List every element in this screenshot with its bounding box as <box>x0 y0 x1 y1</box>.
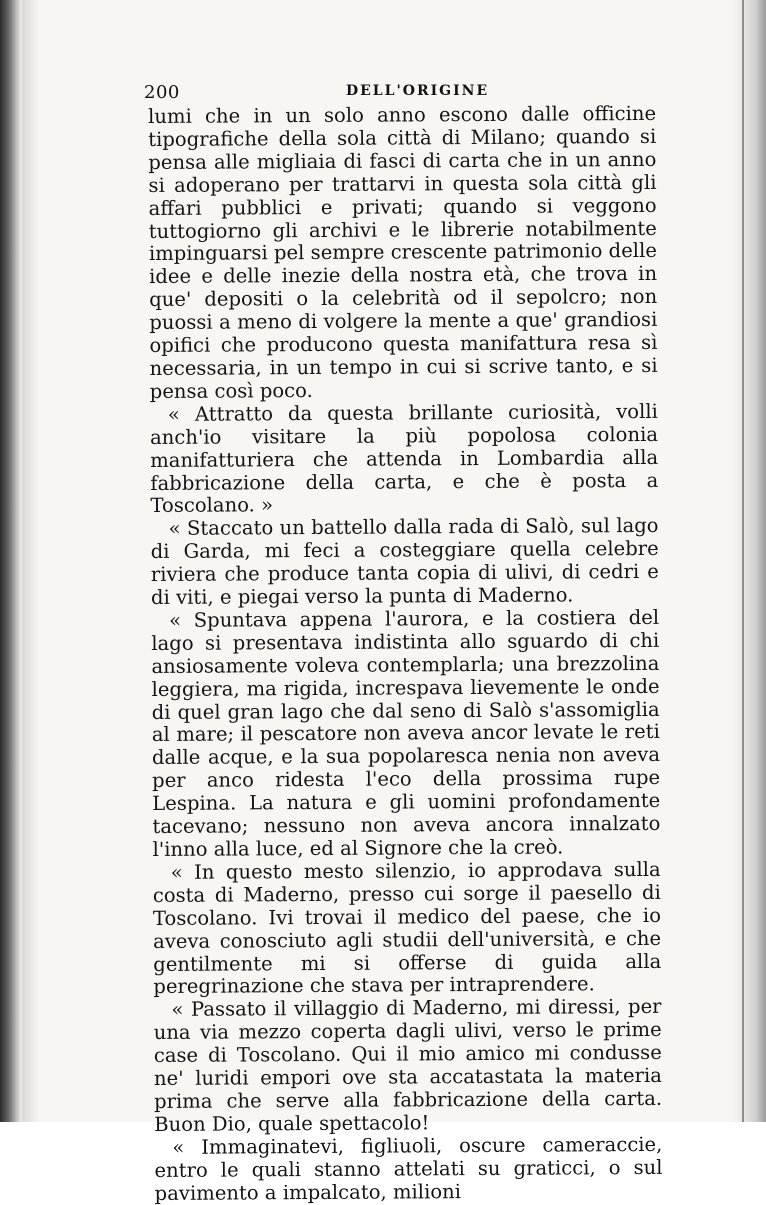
body-text <box>148 103 663 1205</box>
paragraph: « Staccato un battello dalla rada di Salò, sul lago di Garda, mi feci a costeggiare quella celebre riviera che produce tanta copia di ulivi, di cedri e di viti, e piegai verso la punta di Maderno. <box>150 514 659 610</box>
page-edge-line <box>742 0 744 1122</box>
paragraph: « Immaginatevi, figliuoli, oscure cameraccie, entro le quali stanno attelati su graticci, o sul pavimento a impalcato, milioni <box>154 1132 663 1205</box>
page-right-edge <box>732 0 766 1122</box>
paragraph-continuation: lumi che in un solo anno escono dalle officine tipografiche della sola città di Milano; quando si pensa alle migliaia di fasci di carta che in un anno si adoperano per trattarvi in questa sola città gli affari pubblici e privati; quando si veggono tuttogiorno gli archivi e le librerie notabilmente impinguarsi pel sempre crescente patrimonio delle idee e delle inezie della nostra età, che trova in que' depositi o la celebrità od il sepolcro; non puossi a meno di volgere la mente a que' grandiosi opifici che producono questa manifattura resa sì necessaria, in un tempo in cui si scrive tanto, e si pensa così poco. <box>147 101 658 403</box>
paragraph: « Spuntava appena l'aurora, e la costiera del lago si presentava indistinta allo sguardo di chi ansiosamente voleva contemplarla; una brezzolina leggiera, ma rigida, increspava lievemente le onde di quel gran lago che dal seno di Salò s'assomiglia al mare; il pescatore non aveva ancor levate le reti dalle acque, e la sua popolaresca nenia non aveva per anco ridesta l'eco della prossima rupe Lespina. La natura e gli uomini profondamente tacevano; nessuno non aveva ancora innalzato l'inno alla luce, ed al Signore che la creò. <box>151 605 661 861</box>
paragraph: « Attratto da questa brillante curiosità, volli anch'io visitare la più popolosa colonia manifatturiera che attenda in Lombardia alla fabbricazione della carta, e che è posta a Toscolano. » <box>149 399 659 518</box>
book-binding-edge <box>0 0 22 1122</box>
running-head: DELL'ORIGINE <box>346 83 490 99</box>
page-number: 200 <box>144 82 180 103</box>
paragraph: « Passato il villaggio di Maderno, mi diressi, per una via mezzo coperta dagli ulivi, verso le prime case di Toscolano. Qui il mio amico mi condusse ne' luridi empori ove sta accatastata la materia prima che serve alla fabbricazione della carta. Buon Dio, quale spettacolo! <box>153 995 663 1136</box>
paragraph: « In questo mesto silenzio, io approdava sulla costa di Maderno, presso cui sorge il paesello di Toscolano. Ivi trovai il medico del paese, che io aveva conosciuto agli studii dell'università, e che gentilmente mi si offerse di guida alla peregrinazione che stava per intraprendere. <box>152 857 662 999</box>
gutter-shadow <box>22 0 40 1122</box>
